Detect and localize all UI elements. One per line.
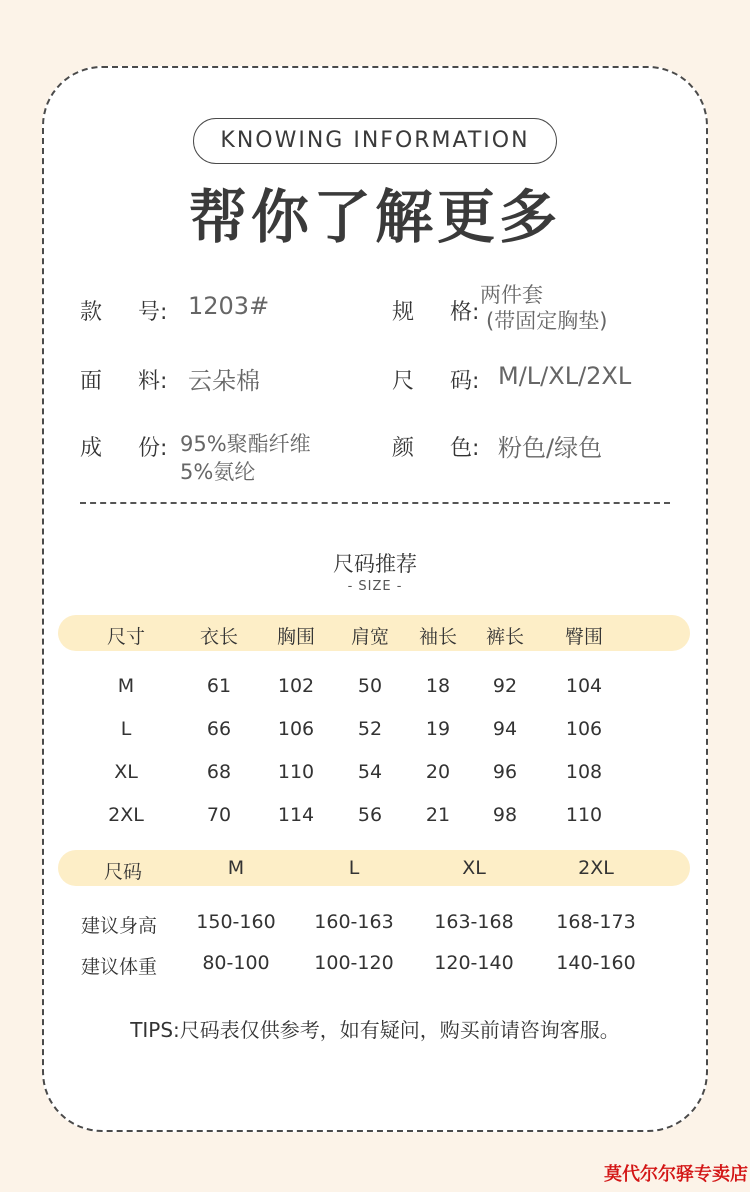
measure-table-cell: 106: [565, 718, 603, 740]
style-no-label: 款 号:: [80, 300, 168, 325]
english-title-badge: KNOWING INFORMATION: [193, 118, 557, 164]
measure-table-cell: 68: [206, 761, 232, 783]
measure-table-cell: 110: [565, 804, 603, 826]
fabric-label: 面 料:: [80, 369, 168, 394]
composition-value-line1: 95%聚酯纤维: [180, 432, 311, 456]
measure-table-cell: XL: [114, 761, 138, 783]
recommend-table-cell: 160-163: [314, 911, 394, 933]
color-label: 颜 色:: [392, 436, 480, 461]
measure-table-cell: 114: [277, 804, 315, 826]
measure-header-cell: 尺寸: [106, 626, 145, 648]
measure-table-cell: 61: [206, 675, 232, 697]
recommend-header-cell: L: [348, 857, 360, 879]
measure-table-cell: M: [117, 675, 135, 697]
style-no-value: 1203#: [188, 292, 270, 320]
measure-table-cell: 70: [206, 804, 232, 826]
measure-header-cell: 胸围: [276, 626, 315, 648]
size-label: 尺 码:: [392, 369, 480, 394]
measure-header-cell: 臀围: [564, 626, 603, 648]
measure-header-cell: 肩宽: [350, 626, 389, 648]
measure-table-cell: 106: [277, 718, 315, 740]
fabric-value: 云朵棉: [188, 367, 260, 395]
composition-label: 成 份:: [80, 436, 168, 461]
measure-table-cell: 94: [492, 718, 518, 740]
measure-header-cell: 衣长: [199, 626, 238, 648]
measure-table-cell: 50: [357, 675, 383, 697]
measure-table-cell: 66: [206, 718, 232, 740]
measure-table-cell: 2XL: [108, 804, 144, 826]
measure-table-cell: 98: [492, 804, 518, 826]
size-value: M/L/XL/2XL: [498, 362, 632, 390]
measure-table-cell: 20: [425, 761, 451, 783]
recommend-table-cell: 100-120: [314, 952, 394, 974]
measure-table-cell: 110: [277, 761, 315, 783]
recommend-table-cell: 140-160: [556, 952, 636, 974]
spec-label: 规 格:: [392, 300, 480, 325]
measure-table-cell: 21: [425, 804, 451, 826]
spec-value-line1: 两件套: [480, 283, 543, 307]
recommend-table-cell: 150-160: [196, 911, 276, 933]
measure-table-cell: L: [120, 718, 132, 740]
recommend-table-cell: 80-100: [202, 952, 270, 974]
recommend-header-cell: M: [227, 857, 245, 879]
recommend-header-cell: XL: [462, 857, 486, 879]
recommend-row-label: 建议体重: [81, 956, 158, 978]
shop-name: 莫代尔尔驿专卖店: [604, 1164, 748, 1185]
recommend-row-label: 建议身高: [81, 915, 158, 937]
measure-table-cell: 19: [425, 718, 451, 740]
measure-table-cell: 54: [357, 761, 383, 783]
measure-table-cell: 56: [357, 804, 383, 826]
measure-header-cell: 袖长: [418, 626, 457, 648]
page-title: 帮你了解更多: [188, 183, 561, 251]
measure-header-cell: 裤长: [485, 626, 524, 648]
size-section-title: 尺码推荐: [333, 552, 417, 576]
tips-text: TIPS:尺码表仅供参考，如有疑问，购买前请咨询客服。: [130, 1018, 620, 1042]
measure-table-cell: 96: [492, 761, 518, 783]
divider: [80, 502, 670, 504]
recommend-header-cell: 尺码: [103, 861, 142, 883]
measure-table-cell: 52: [357, 718, 383, 740]
measure-table-cell: 104: [565, 675, 603, 697]
color-value: 粉色/绿色: [498, 434, 603, 462]
measure-table-cell: 18: [425, 675, 451, 697]
recommend-table-cell: 163-168: [434, 911, 514, 933]
measure-table-cell: 108: [565, 761, 603, 783]
recommend-header-cell: 2XL: [578, 857, 614, 879]
recommend-table-cell: 120-140: [434, 952, 514, 974]
size-section-subtitle: - SIZE -: [347, 579, 403, 594]
spec-value-line2: (带固定胸垫): [486, 309, 608, 333]
composition-value-line2: 5%氨纶: [180, 460, 256, 484]
measure-table-cell: 92: [492, 675, 518, 697]
recommend-table-cell: 168-173: [556, 911, 636, 933]
measure-table-cell: 102: [277, 675, 315, 697]
